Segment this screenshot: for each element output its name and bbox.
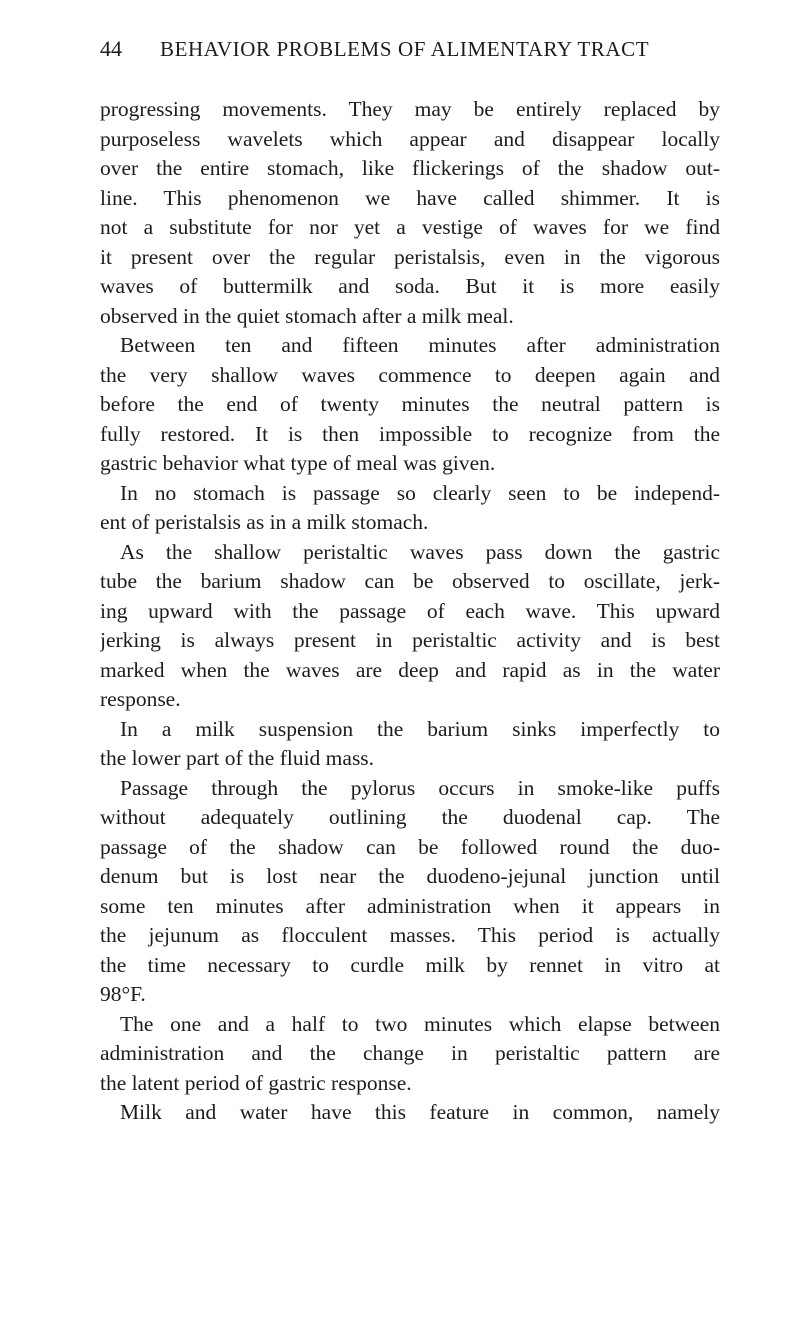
text-line: administration and the change in peristaltic pattern are [100,1041,720,1065]
running-head [100,36,720,70]
text-line: Passage through the pylorus occurs in smoke-like puffs [120,775,720,800]
text-line: the very shallow waves commence to deepen again and [100,362,720,387]
text-line: 98°F. [100,982,146,1006]
text-line: In a milk suspension the barium sinks imperfectly to [120,716,720,741]
text-line: As the shallow peristaltic waves pass down the gastric [120,539,720,564]
text-line: Between ten and fifteen minutes after administration [120,333,720,357]
text-line: the time necessary to curdle milk by rennet in vitro at [100,952,720,977]
text-line: over the entire stomach, like flickerings of the shadow out- [100,156,720,180]
text-line: jerking is always present in peristaltic activity and is best [100,628,720,652]
text-line: observed in the quiet stomach after a milk meal. [100,303,514,328]
text-line: Milk and water have this feature in common, namely [120,1100,720,1124]
text-line: In no stomach is passage so clearly seen to be independ- [120,480,720,505]
text-line: fully restored. It is then impossible to recognize from the [100,421,720,446]
text-line: marked when the waves are deep and rapid as in the water [100,657,720,682]
text-line: without adequately outlining the duodenal cap. The [100,805,720,829]
body-text [100,95,720,1128]
text-line: denum but is lost near the duodeno-jejunal junction until [100,864,720,888]
text-line: purposeless wavelets which appear and disappear locally [100,126,720,151]
text-line: the jejunum as flocculent masses. This period is actually [100,923,720,947]
text-line: line. This phenomenon we have called shimmer. It is [100,185,720,210]
text-line: passage of the shadow can be followed round the duo- [100,834,720,859]
text-line: ing upward with the passage of each wave. This upward [100,598,720,623]
text-line: progressing movements. They may be entirely replaced by [100,97,720,121]
page-number: 44 [100,36,122,61]
running-title: BEHAVIOR PROBLEMS OF ALIMENTARY TRACT [160,37,650,61]
text-line: ent of peristalsis as in a milk stomach. [100,510,429,534]
text-line: not a substitute for nor yet a vestige of waves for we find [100,215,720,239]
text-line: it present over the regular peristalsis, even in the vigorous [100,244,720,269]
text-line: waves of buttermilk and soda. But it is more easily [100,274,720,298]
text-line: before the end of twenty minutes the neutral pattern is [100,392,720,416]
text-line: some ten minutes after administration when it appears in [100,893,720,918]
text-line: gastric behavior what type of meal was given. [100,451,496,475]
text-line: tube the barium shadow can be observed to oscillate, jerk- [100,569,720,593]
text-line: the latent period of gastric response. [100,1070,412,1095]
text-line: response. [100,687,181,711]
text-line: the lower part of the fluid mass. [100,746,375,770]
text-line: The one and a half to two minutes which elapse between [120,1011,720,1036]
